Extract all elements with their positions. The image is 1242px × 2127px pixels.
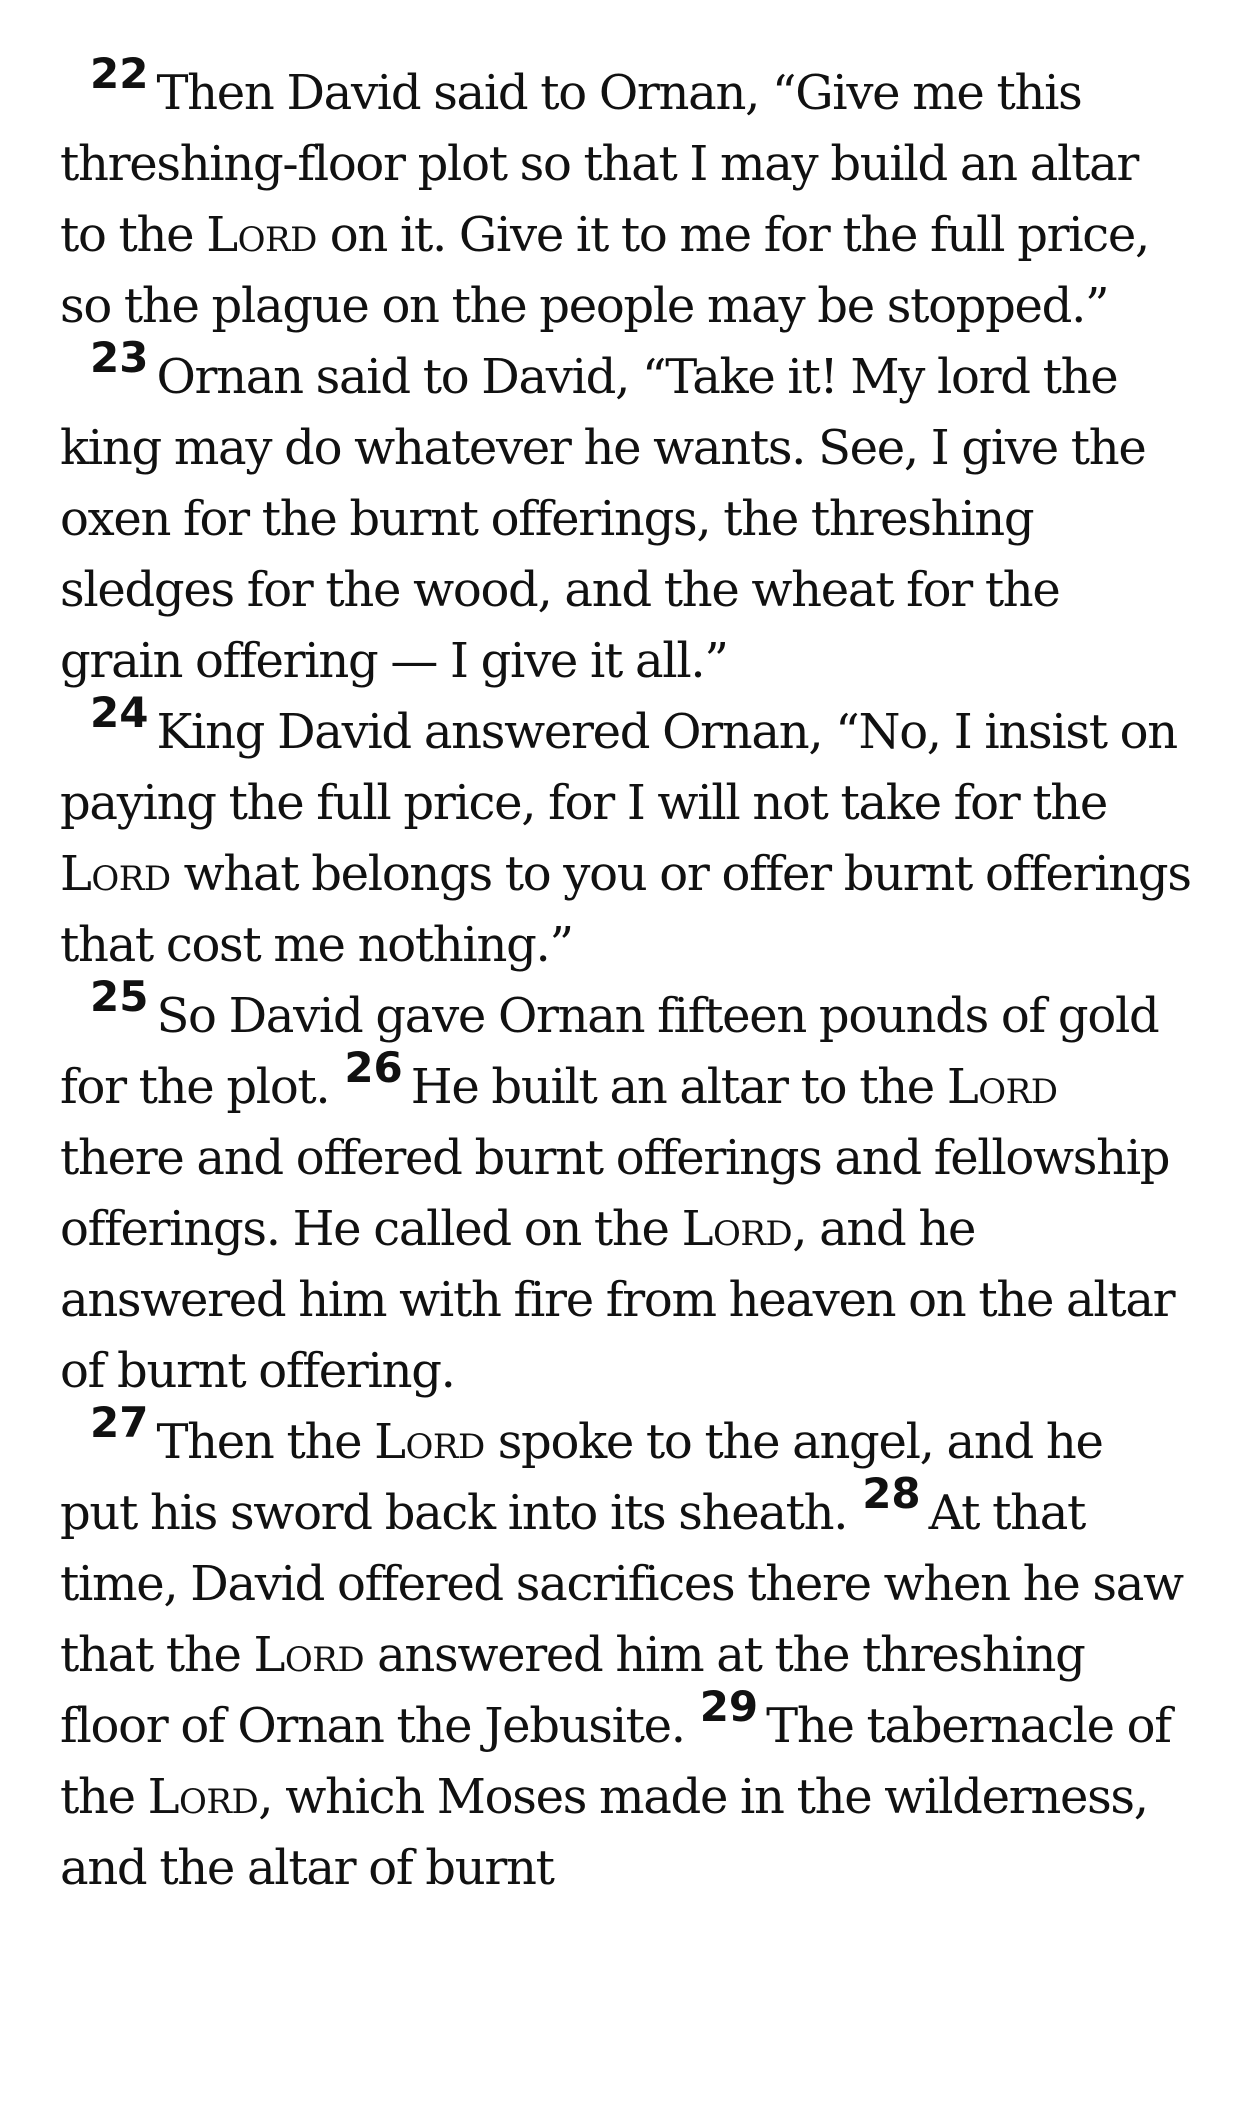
verse-text: The tabernacle of the (60, 1698, 1171, 1825)
verse-text: King David answered Ornan, “No, I insist on paying the full price, for I will not take for the (60, 704, 1177, 831)
verse-text: Then the (156, 1414, 375, 1470)
verse-text: , which Moses made in the wilderness, and the altar of burnt (60, 1769, 1148, 1896)
verse-text: on it. Give it to me for the full price, so the plague on the people may be stopped.” (60, 207, 1149, 334)
verse-text: Ornan said to David, “Take it! My lord the king may do whatever he wants. See, I give the oxen for the burnt offerings, the threshing sledges for the wood, and the wheat for the grain offering — I give it all.” (60, 349, 1146, 689)
verse-text: what belongs to you or offer burnt offerings that cost me nothing.” (60, 846, 1191, 973)
verse-text: At that time, David offered sacrifices there when he saw that the (60, 1485, 1183, 1683)
divine-name-smallcaps: Lord (206, 207, 317, 263)
verse-number[interactable]: 27 (90, 1398, 149, 1447)
divine-name-smallcaps: Lord (946, 1059, 1058, 1115)
verse-text: He built an altar to the (410, 1059, 947, 1115)
verse-number[interactable]: 24 (90, 688, 149, 737)
verse-paragraph (60, 1398, 1192, 1904)
divine-name-smallcaps: Lord (681, 1201, 793, 1257)
divine-name-smallcaps: Lord (253, 1627, 365, 1683)
verse-number[interactable]: 29 (699, 1682, 759, 1731)
verse-text: So David gave Ornan fifteen pounds of gold for the plot. (60, 988, 1159, 1115)
divine-name-smallcaps: Lord (60, 846, 171, 902)
verse-paragraph (60, 972, 1192, 1407)
verse-number[interactable]: 26 (344, 1043, 403, 1092)
verse-number[interactable]: 22 (90, 49, 149, 98)
divine-name-smallcaps: Lord (147, 1769, 259, 1825)
verse-text: , and he answered him with fire from heaven on the altar of burnt offering. (60, 1201, 1175, 1399)
verse-paragraph (60, 49, 1192, 342)
verse-paragraph (60, 688, 1192, 981)
divine-name-smallcaps: Lord (374, 1414, 485, 1470)
verse-text: spoke to the angel, and he put his sword back into its sheath. (60, 1414, 1103, 1541)
verse-paragraph (60, 333, 1192, 697)
verse-number[interactable]: 23 (90, 333, 149, 382)
verse-text: Then David said to Ornan, “Give me this threshing-floor plot so that I may build an altar to the (60, 65, 1139, 263)
verse-number[interactable]: 25 (90, 972, 149, 1021)
verse-text: there and offered burnt offerings and fellowship offerings. He called on the (60, 1130, 1170, 1257)
verse-number[interactable]: 28 (862, 1469, 921, 1518)
verse-text: answered him at the threshing floor of Ornan the Jebusite. (60, 1627, 1085, 1754)
chapter-text (60, 49, 1192, 1904)
